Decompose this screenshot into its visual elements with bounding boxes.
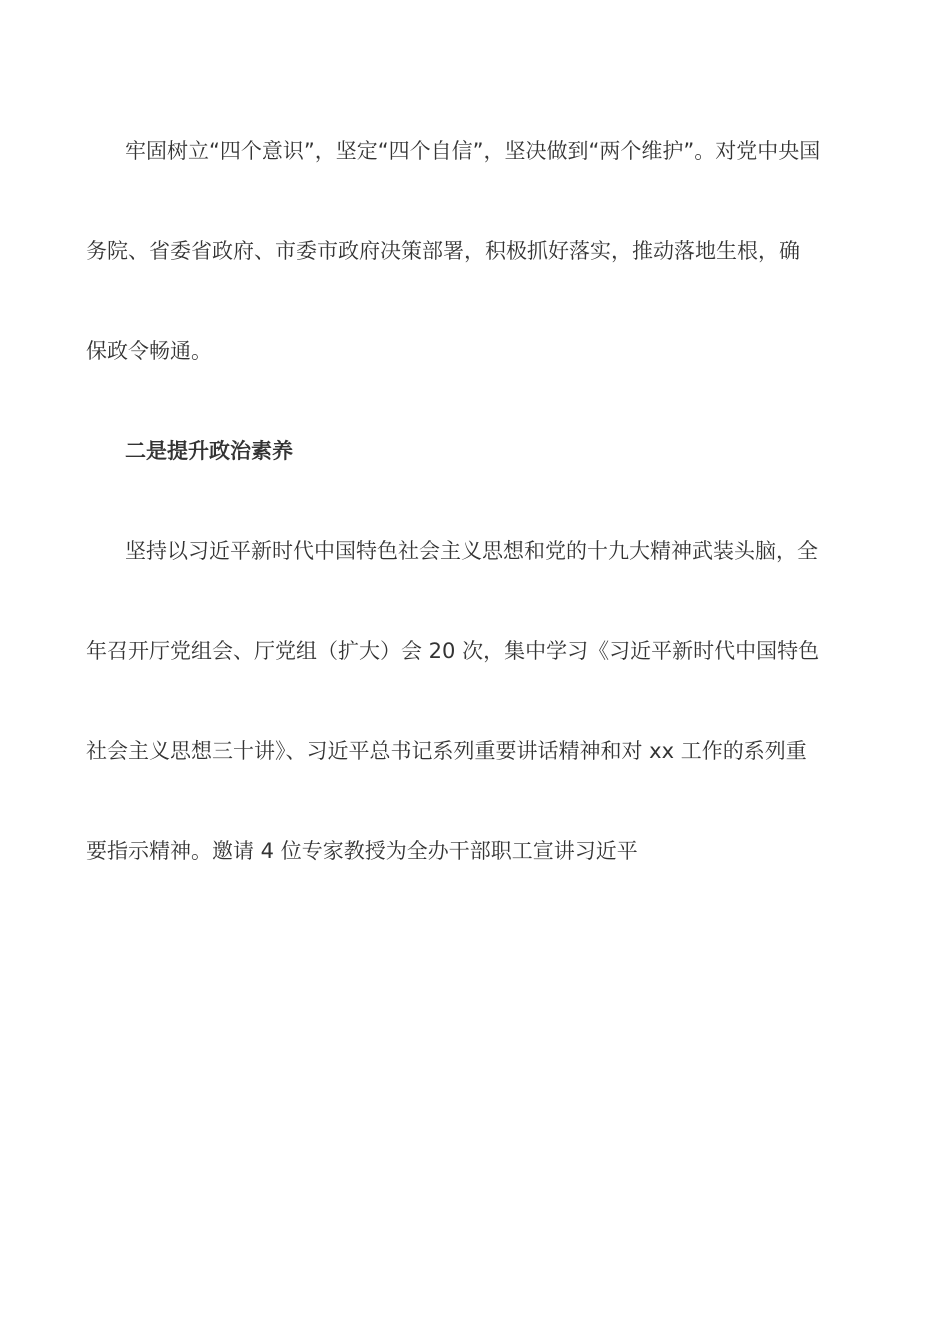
- text-line: 要指示精神。邀请 4 位专家教授为全办干部职工宣讲习近平: [86, 839, 638, 863]
- text-line: 社会主义思想三十讲》、习近平总书记系列重要讲话精神和对 xx 工作的系列重: [86, 739, 807, 763]
- text-line: 保政令畅通。: [86, 339, 212, 363]
- section-heading-container: [86, 418, 864, 518]
- text-line: 务院、省委省政府、市委市政府决策部署，积极抓好落实，推动落地生根，确: [86, 239, 800, 263]
- section-heading: 二是提升政治素养: [125, 439, 293, 463]
- document-body: [86, 118, 864, 918]
- text-line: 坚持以习近平新时代中国特色社会主义思想和党的十九大精神武装头脑，全: [125, 539, 818, 563]
- text-line: 牢固树立“四个意识”，坚定“四个自信”，坚决做到“两个维护”。对党中央国: [125, 139, 821, 163]
- text-line: 年召开厅党组会、厅党组（扩大）会 20 次，集中学习《习近平新时代中国特色: [86, 639, 820, 663]
- paragraph-political-literacy: [86, 518, 864, 918]
- paragraph-political-awareness: [86, 118, 864, 418]
